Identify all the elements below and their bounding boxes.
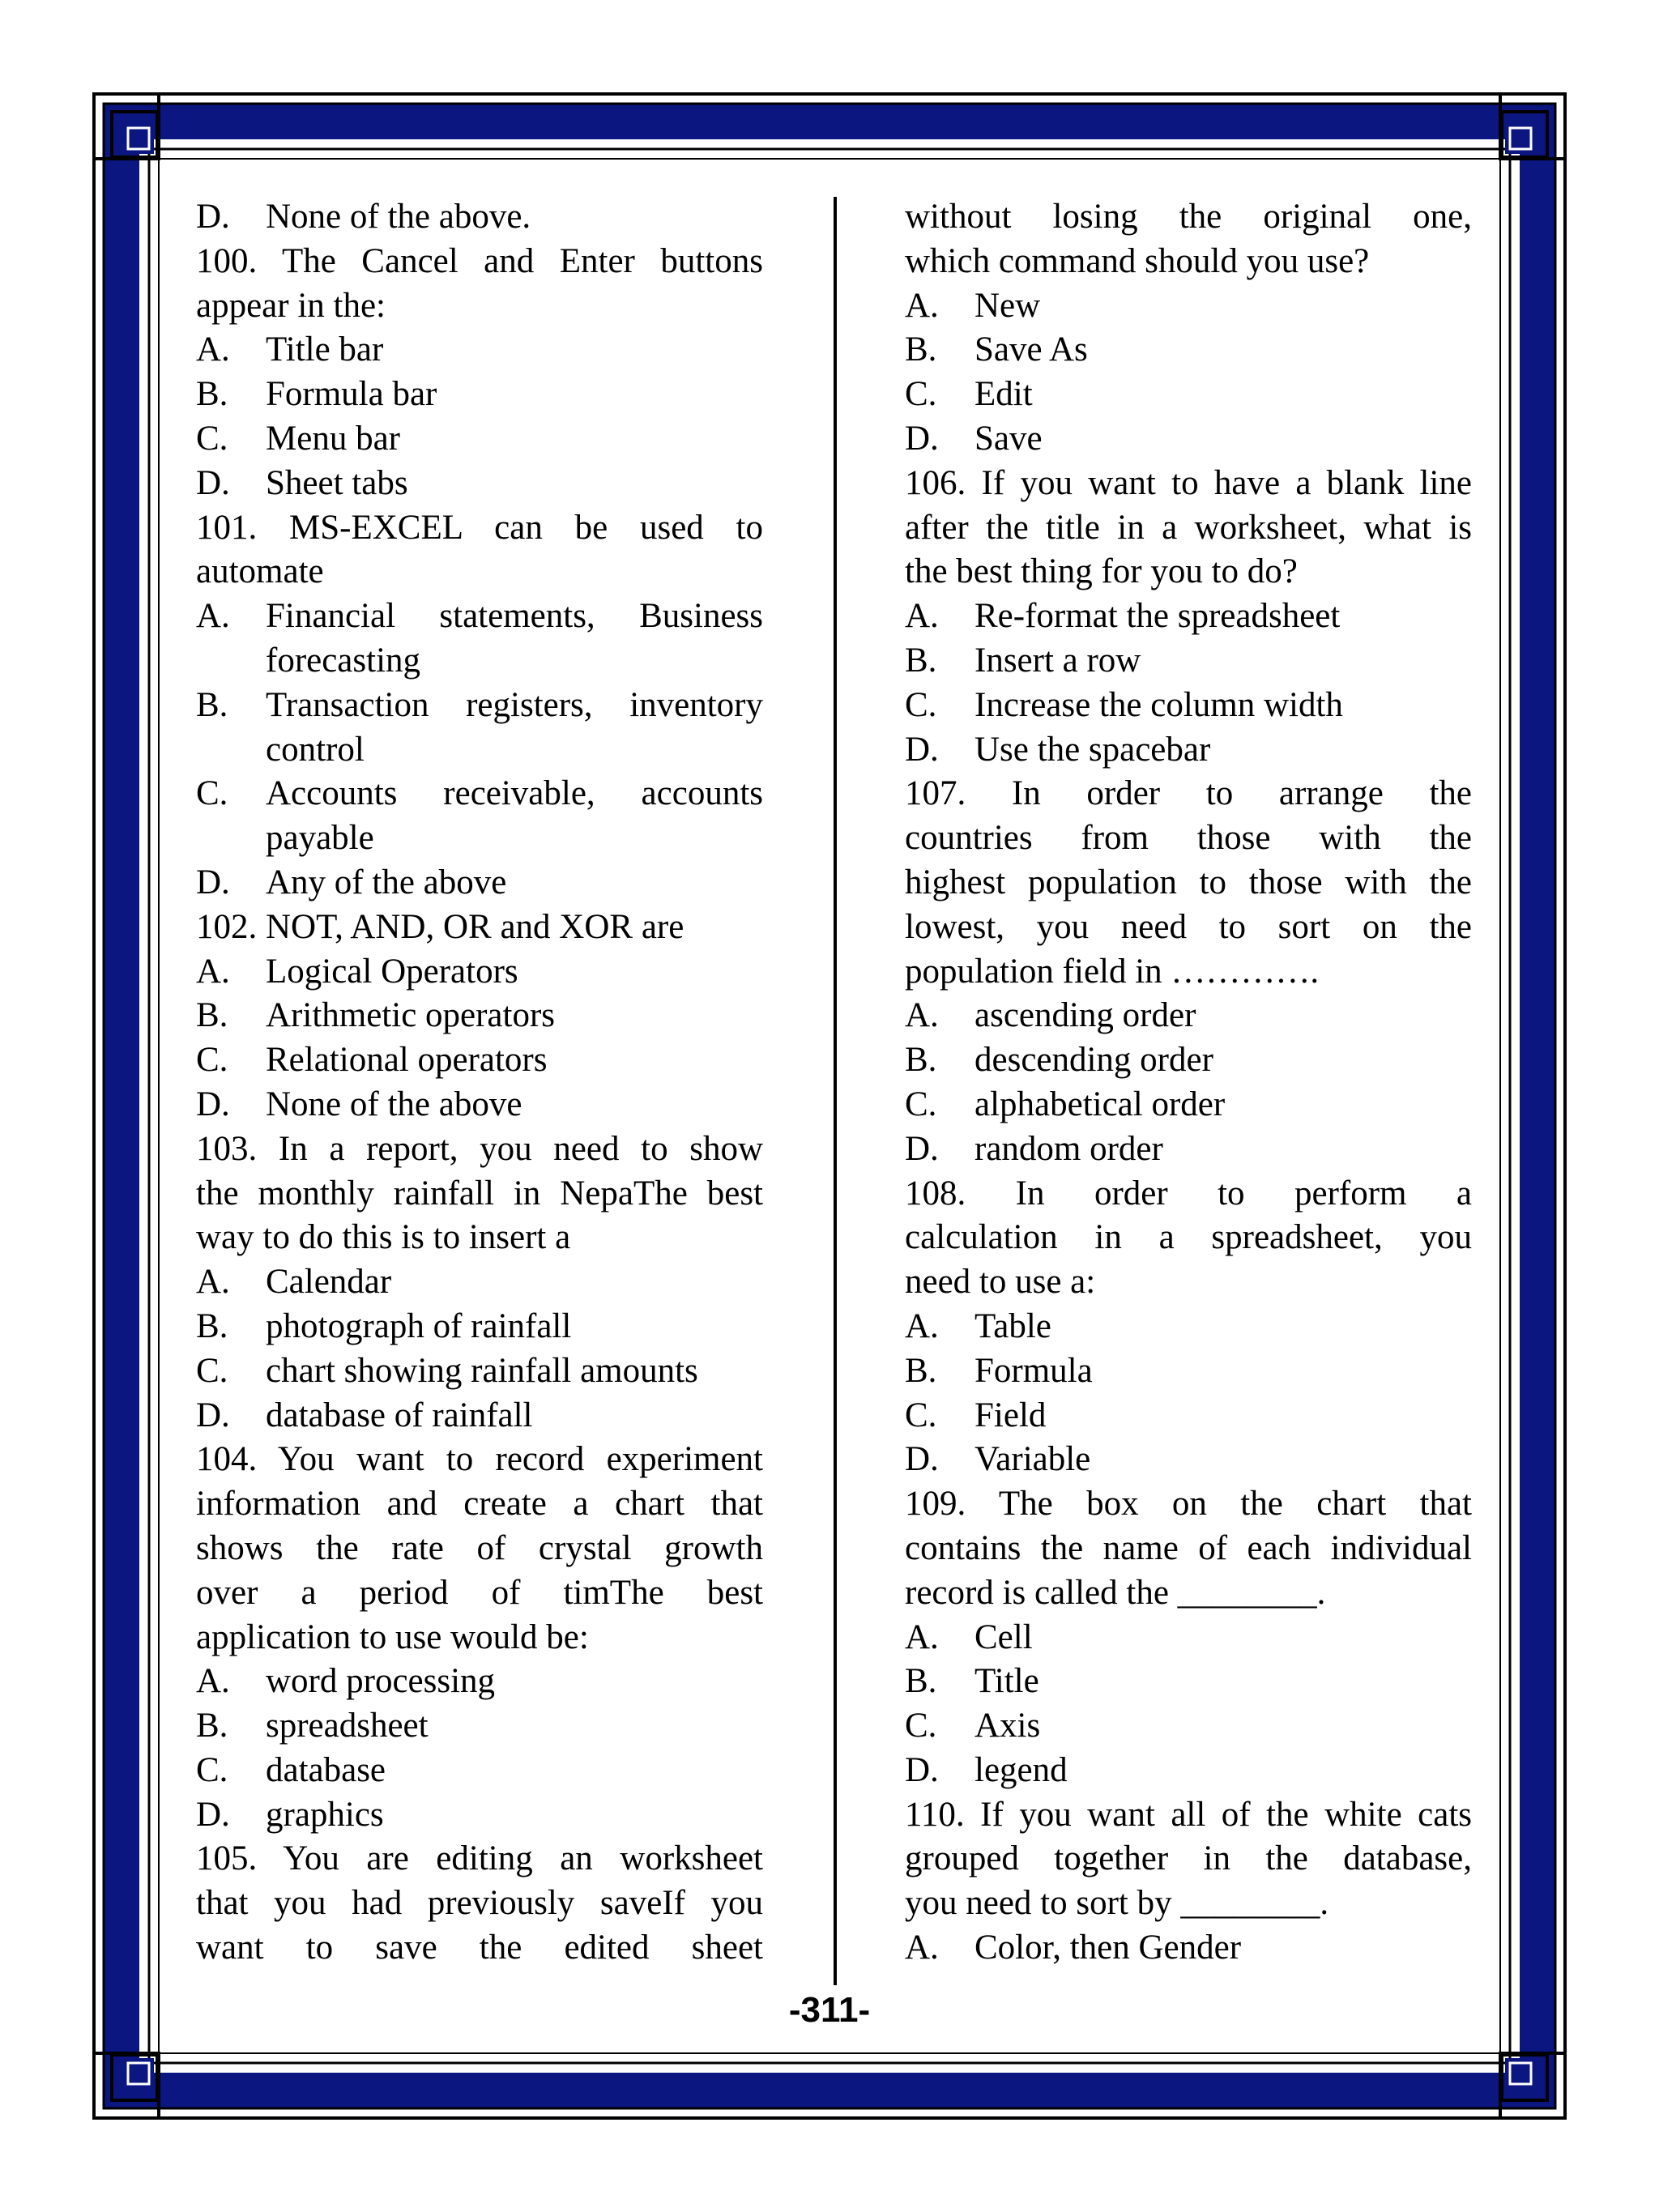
option-letter: C. (905, 1707, 937, 1745)
q109-option-a (905, 1616, 1472, 1660)
option-text: spreadsheet (266, 1707, 429, 1745)
q100-option-c (196, 417, 763, 462)
option-letter: C. (196, 1750, 228, 1789)
q106-option-c (905, 684, 1472, 728)
option-letter: D. (196, 198, 230, 236)
option-text: Formula bar (266, 375, 437, 414)
option-letter: A. (905, 1306, 939, 1345)
option-letter: D. (905, 730, 939, 769)
option-letter: A. (196, 952, 230, 991)
option-letter: A. (905, 597, 939, 636)
q101-stem-line-1: 101. MS-EXCEL can be used to (196, 508, 763, 547)
option-text: Use the spacebar (975, 730, 1211, 769)
q103-stem-line-2: the monthly rainfall in NepaThe best (196, 1174, 763, 1213)
q107-stem-line-5: population field in …………. (905, 952, 1320, 991)
q105-stem-line-3: want to save the edited sheet (196, 1929, 763, 1967)
option-letter: C. (196, 1041, 228, 1080)
q104-stem-line-5: application to use would be: (196, 1617, 589, 1656)
q103-stem-line-1: 103. In a report, you need to show (196, 1129, 763, 1168)
option-text: Increase the column width (975, 685, 1343, 724)
q103-option-d (196, 1394, 763, 1438)
q105-stem-line-1: 105. You are editing an worksheet (196, 1839, 763, 1878)
q100-option-a (196, 328, 763, 373)
option-letter: A. (905, 996, 939, 1035)
q104-stem-line-3: shows the rate of crystal growth (196, 1528, 763, 1567)
option-letter: C. (905, 1085, 937, 1123)
option-letter: B. (905, 641, 937, 680)
option-letter: D. (196, 1795, 230, 1834)
option-letter: A. (196, 597, 230, 636)
q106-option-d (905, 728, 1472, 773)
option-letter: D. (196, 1396, 230, 1434)
option-letter: C. (905, 375, 937, 414)
option-text: Title (975, 1662, 1039, 1701)
q110-stem-line-1: 110. If you want all of the white cats (905, 1795, 1472, 1834)
option-letter: B. (196, 1707, 228, 1745)
q110-stem-line-2: grouped together in the database, (905, 1839, 1472, 1878)
option-text: Menu bar (266, 419, 400, 458)
option-letter: D. (905, 1750, 939, 1789)
q101-option-d (196, 861, 763, 906)
option-text: Financial statements, Business (266, 597, 763, 636)
q107-option-a (905, 994, 1472, 1038)
option-text: descending order (975, 1041, 1213, 1080)
q104-stem-line-2: information and create a chart that (196, 1485, 763, 1524)
option-letter: D. (905, 419, 939, 458)
q101-option-a (196, 595, 763, 639)
q107-stem-line-2: countries from those with the (905, 819, 1472, 858)
q106-stem-line-1: 106. If you want to have a blank line (905, 463, 1472, 502)
page-number: -311- (788, 1990, 871, 2030)
option-text: Arithmetic operators (266, 996, 556, 1035)
q108-option-a (905, 1305, 1472, 1349)
q107-stem-line-1: 107. In order to arrange the (905, 774, 1472, 813)
option-letter: C. (196, 774, 228, 813)
q108-option-c (905, 1394, 1472, 1438)
option-letter: B. (905, 1351, 937, 1390)
option-text: Cell (975, 1617, 1033, 1656)
q102-option-c (196, 1038, 763, 1083)
q105-option-a (905, 284, 1472, 329)
option-text: database (266, 1750, 386, 1789)
option-text: None of the above (266, 1085, 522, 1123)
option-letter: B. (196, 1306, 228, 1345)
option-letter: B. (196, 375, 228, 414)
q104-option-b (196, 1704, 763, 1749)
option-letter: D. (905, 1440, 939, 1479)
option-text: Title bar (266, 330, 384, 369)
option-text: Relational operators (266, 1041, 548, 1080)
q108-stem-line-1: 108. In order to perform a (905, 1174, 1472, 1213)
q101-option-b (196, 684, 763, 728)
q110-option-a (905, 1926, 1472, 1971)
q105-option-d (905, 417, 1472, 462)
q109-option-c (905, 1704, 1472, 1749)
q100-stem-line-1: 100. The Cancel and Enter buttons (196, 241, 763, 280)
option-text: Sheet tabs (266, 463, 408, 502)
q109-stem-line-1: 109. The box on the chart that (905, 1485, 1472, 1524)
q104-option-c (196, 1749, 763, 1793)
option-letter: A. (196, 1263, 230, 1302)
q105-stem-line-2: that you had previously saveIf you (196, 1884, 763, 1923)
option-text: random order (975, 1129, 1163, 1168)
q109-stem-line-2: contains the name of each individual (905, 1528, 1472, 1567)
option-letter: B. (905, 1662, 937, 1701)
q105-option-c (905, 373, 1472, 417)
option-text: Table (975, 1306, 1051, 1345)
option-text: alphabetical order (975, 1085, 1226, 1123)
option-text: Re-format the spreadsheet (975, 597, 1341, 636)
q102-option-d (196, 1083, 763, 1127)
q109-option-b (905, 1660, 1472, 1704)
q100-option-b (196, 373, 763, 417)
option-text: word processing (266, 1662, 496, 1701)
q108-option-d (905, 1438, 1472, 1482)
column-divider (834, 197, 837, 1985)
option-letter: D. (905, 1129, 939, 1168)
option-letter: B. (905, 1041, 937, 1080)
option-letter: D. (196, 863, 230, 901)
page-content (196, 195, 1482, 1990)
q107-option-c (905, 1083, 1472, 1127)
option-text: Save As (975, 330, 1088, 369)
q108-stem-line-2: calculation in a spreadsheet, you (905, 1218, 1472, 1257)
q106-option-a (905, 595, 1472, 639)
option-text: Any of the above (266, 863, 507, 901)
q101-option-c-continuation: payable (266, 819, 374, 858)
option-letter: D. (196, 1085, 230, 1123)
option-text: New (975, 286, 1041, 325)
option-text: None of the above. (266, 198, 531, 236)
option-letter: C. (905, 1396, 937, 1434)
q101-stem-line-2: automate (196, 552, 324, 591)
q105-option-b (905, 328, 1472, 373)
option-letter: C. (905, 685, 937, 724)
q104-stem-line-4: over a period of timThe best (196, 1573, 763, 1612)
option-text: Color, then Gender (975, 1929, 1242, 1967)
option-letter: C. (196, 1351, 228, 1390)
option-letter: A. (196, 330, 230, 369)
right-column (905, 195, 1472, 1971)
option-letter: A. (905, 1617, 939, 1656)
q101-option-c (196, 772, 763, 816)
q101-option-a-continuation: forecasting (266, 641, 421, 680)
option-text: Variable (975, 1440, 1091, 1479)
option-text: chart showing rainfall amounts (266, 1351, 698, 1390)
left-column (196, 195, 763, 1971)
q99-option-d (196, 195, 763, 240)
q108-stem-line-3: need to use a: (905, 1263, 1096, 1302)
option-text: legend (975, 1750, 1068, 1789)
q104-stem-line-1: 104. You want to record experiment (196, 1440, 763, 1479)
option-letter: D. (196, 463, 230, 502)
q107-stem-line-4: lowest, you need to sort on the (905, 907, 1472, 946)
option-letter: B. (905, 330, 937, 369)
q102-option-b (196, 994, 763, 1038)
q109-option-d (905, 1749, 1472, 1793)
q103-stem-line-3: way to do this is to insert a (196, 1218, 571, 1257)
q107-stem-line-3: highest population to those with the (905, 863, 1472, 901)
q108-option-b (905, 1349, 1472, 1394)
option-text: photograph of rainfall (266, 1306, 572, 1345)
option-text: Calendar (266, 1263, 392, 1302)
q106-option-b (905, 639, 1472, 684)
option-text: Accounts receivable, accounts (266, 774, 763, 813)
option-text: graphics (266, 1795, 384, 1834)
q105-stem-line-5: which command should you use? (905, 241, 1370, 280)
option-text: ascending order (975, 996, 1196, 1035)
q104-option-d (196, 1793, 763, 1838)
q100-option-d (196, 462, 763, 506)
q102-option-a (196, 950, 763, 995)
q107-option-d (905, 1127, 1472, 1172)
q100-stem-line-2: appear in the: (196, 286, 386, 325)
q109-stem-line-3: record is called the ________. (905, 1573, 1326, 1612)
q103-option-c (196, 1349, 763, 1394)
q110-stem-line-3: you need to sort by ________. (905, 1884, 1329, 1923)
option-text: Transaction registers, inventory (266, 685, 763, 724)
option-text: Insert a row (975, 641, 1141, 680)
option-text: Axis (975, 1707, 1041, 1745)
option-letter: C. (196, 419, 228, 458)
option-text: Logical Operators (266, 952, 518, 991)
q105-stem-line-4: without losing the original one, (905, 198, 1472, 236)
q106-stem-line-2: after the title in a worksheet, what is (905, 508, 1472, 547)
option-text: Formula (975, 1351, 1093, 1390)
option-letter: A. (905, 1929, 939, 1967)
q102-stem-line-1: 102. NOT, AND, OR and XOR are (196, 907, 684, 946)
q101-option-b-continuation: control (266, 730, 365, 769)
q107-option-b (905, 1038, 1472, 1083)
q104-option-a (196, 1660, 763, 1704)
q103-option-b (196, 1305, 763, 1349)
option-text: Field (975, 1396, 1047, 1434)
option-text: Edit (975, 375, 1033, 414)
option-letter: B. (196, 996, 228, 1035)
q106-stem-line-3: the best thing for you to do? (905, 552, 1298, 591)
q103-option-a (196, 1260, 763, 1305)
option-letter: A. (905, 286, 939, 325)
option-text: Save (975, 419, 1043, 458)
option-letter: A. (196, 1662, 230, 1701)
option-text: database of rainfall (266, 1396, 533, 1434)
option-letter: B. (196, 685, 228, 724)
